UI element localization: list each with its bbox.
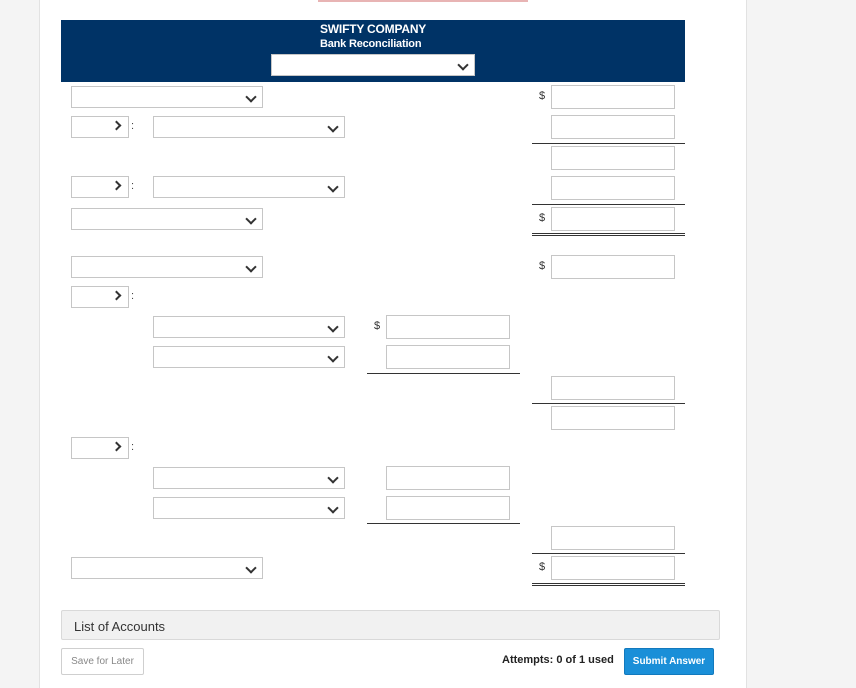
statement-subtitle: Bank Reconciliation — [320, 38, 422, 50]
chevron-left-icon — [112, 291, 122, 301]
item-select[interactable] — [153, 346, 345, 368]
chevron-left-icon — [112, 442, 122, 452]
chevron-down-icon — [327, 181, 338, 192]
add-less-select[interactable] — [71, 286, 129, 308]
colon-separator: : — [131, 180, 135, 192]
submit-answer-button[interactable]: Submit Answer — [624, 648, 714, 675]
chevron-down-icon — [245, 213, 256, 224]
list-of-accounts-label: List of Accounts — [74, 619, 166, 634]
colon-separator: : — [131, 290, 135, 302]
date-select[interactable] — [271, 54, 475, 76]
chevron-down-icon — [327, 321, 338, 332]
dollar-sign: $ — [539, 260, 546, 272]
chevron-down-icon — [457, 59, 468, 70]
colon-separator: : — [131, 120, 135, 132]
dollar-sign: $ — [539, 212, 546, 224]
chevron-down-icon — [245, 91, 256, 102]
list-of-accounts-panel[interactable] — [61, 610, 720, 640]
line-label-select[interactable] — [71, 208, 263, 230]
chevron-down-icon — [327, 502, 338, 513]
company-title: SWIFTY COMPANY — [320, 22, 427, 36]
subtotal-rule — [532, 553, 685, 554]
line-label-select[interactable] — [71, 86, 263, 108]
amount-input[interactable] — [386, 315, 510, 339]
dollar-sign: $ — [374, 320, 381, 332]
add-less-select[interactable] — [71, 176, 129, 198]
total-double-rule — [532, 583, 685, 586]
item-select[interactable] — [153, 176, 345, 198]
total-double-rule — [532, 233, 685, 236]
chevron-left-icon — [112, 121, 122, 131]
subtotal-rule — [367, 523, 520, 524]
subtotal-rule — [532, 143, 685, 144]
item-select[interactable] — [153, 116, 345, 138]
line-label-select[interactable] — [71, 256, 263, 278]
amount-input[interactable] — [551, 115, 675, 139]
chevron-down-icon — [327, 351, 338, 362]
amount-input[interactable] — [551, 176, 675, 200]
subtotal-rule — [367, 373, 520, 374]
dollar-sign: $ — [539, 561, 546, 573]
colon-separator: : — [131, 441, 135, 453]
dollar-sign: $ — [539, 90, 546, 102]
item-select[interactable] — [153, 497, 345, 519]
amount-input[interactable] — [551, 406, 675, 430]
amount-input[interactable] — [551, 376, 675, 400]
add-less-select[interactable] — [71, 116, 129, 138]
chevron-down-icon — [245, 562, 256, 573]
save-for-later-button[interactable]: Save for Later — [61, 648, 144, 675]
chevron-down-icon — [327, 472, 338, 483]
subtotal-rule — [532, 204, 685, 205]
item-select[interactable] — [153, 467, 345, 489]
amount-input[interactable] — [551, 146, 675, 170]
truncated-instruction-text — [318, 0, 528, 2]
item-select[interactable] — [153, 316, 345, 338]
subtotal-rule — [532, 403, 685, 404]
amount-input[interactable] — [386, 466, 510, 490]
chevron-down-icon — [245, 261, 256, 272]
amount-input[interactable] — [386, 496, 510, 520]
chevron-down-icon — [327, 121, 338, 132]
chevron-left-icon — [112, 181, 122, 191]
amount-input[interactable] — [551, 207, 675, 231]
amount-input[interactable] — [551, 526, 675, 550]
amount-input[interactable] — [551, 556, 675, 580]
add-less-select[interactable] — [71, 437, 129, 459]
amount-input[interactable] — [551, 85, 675, 109]
attempts-counter: Attempts: 0 of 1 used — [502, 654, 614, 666]
amount-input[interactable] — [551, 255, 675, 279]
amount-input[interactable] — [386, 345, 510, 369]
line-label-select[interactable] — [71, 557, 263, 579]
